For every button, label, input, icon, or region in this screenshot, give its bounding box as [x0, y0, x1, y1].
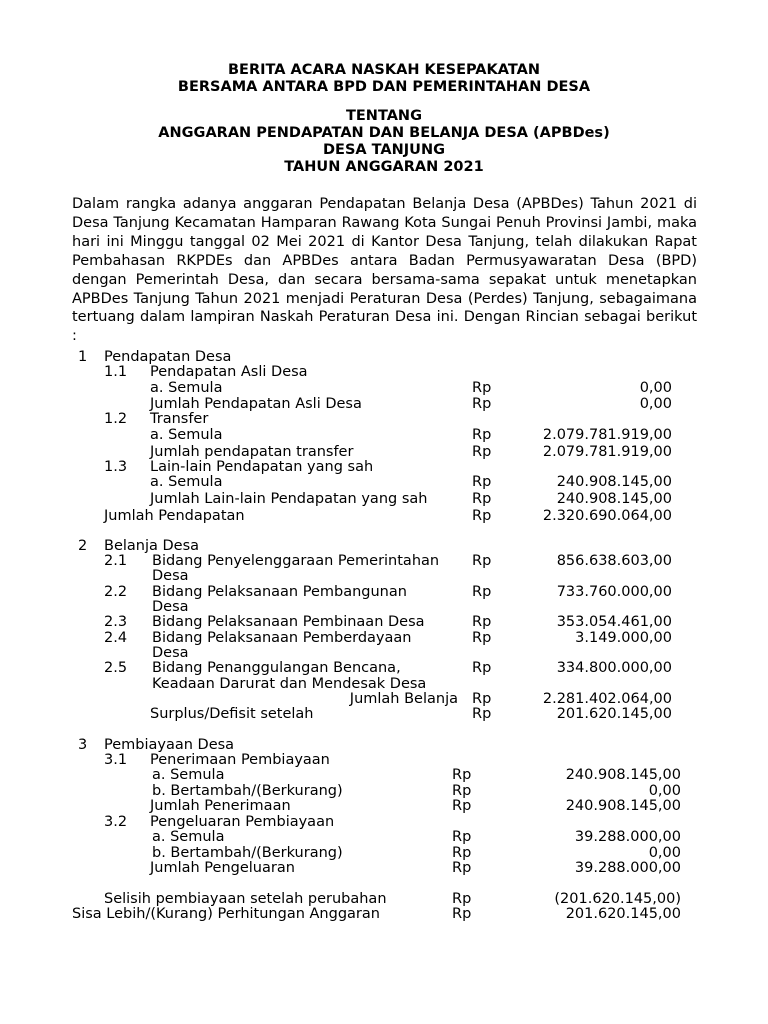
surplus-amount: 201.620.145,00: [556, 706, 672, 722]
currency: Rp: [452, 891, 472, 907]
row-label: Jumlah Pengeluaran: [150, 860, 295, 876]
subsection-number: 2.2: [104, 584, 128, 600]
title-line: BERITA ACARA NASKAH KESEPAKATAN: [228, 62, 540, 78]
section-title: Pendapatan Desa: [104, 349, 232, 365]
subsection-title: Transfer: [150, 411, 209, 427]
currency: Rp: [472, 444, 492, 460]
row-label: a. Semula: [150, 427, 223, 443]
currency: Rp: [452, 829, 472, 845]
amount: 334.800.000,00: [556, 660, 672, 676]
amount: 0,00: [648, 783, 681, 799]
amount: 3.149.000,00: [575, 630, 672, 646]
amount: 240.908.145,00: [565, 798, 681, 814]
section-number: 3: [78, 737, 88, 753]
document-subtitle: [0, 108, 768, 176]
total-amount: 2.281.402.064,00: [542, 691, 672, 707]
amount: 2.079.781.919,00: [542, 427, 672, 443]
currency: Rp: [472, 474, 492, 490]
currency: Rp: [472, 660, 492, 676]
total-label: Jumlah Belanja: [349, 691, 458, 707]
row-label: Keadaan Darurat dan Mendesak Desa: [152, 676, 427, 692]
amount: 856.638.603,00: [556, 553, 672, 569]
currency: Rp: [472, 614, 492, 630]
row-label: Desa: [152, 645, 189, 661]
currency: Rp: [472, 508, 492, 524]
row-label: Bidang Pelaksanaan Pembangunan: [152, 584, 407, 600]
currency: Rp: [472, 706, 492, 722]
row-label: Jumlah Penerimaan: [150, 798, 291, 814]
section-number: 2: [78, 538, 88, 554]
currency: Rp: [452, 783, 472, 799]
total-amount: 2.320.690.064,00: [542, 508, 672, 524]
amount: 240.908.145,00: [556, 491, 672, 507]
currency: Rp: [472, 427, 492, 443]
currency: Rp: [452, 798, 472, 814]
row-label: a. Semula: [150, 474, 223, 490]
currency: Rp: [472, 491, 492, 507]
row-label: Bidang Penanggulangan Bencana,: [152, 660, 401, 676]
section-number: 1: [78, 349, 88, 365]
currency: Rp: [452, 860, 472, 876]
subsection-number: 3.2: [104, 814, 128, 830]
amount: 240.908.145,00: [565, 767, 681, 783]
currency: Rp: [452, 767, 472, 783]
amount: 39.288.000,00: [574, 860, 681, 876]
sisa-label: Sisa Lebih/(Kurang) Perhitungan Anggaran: [72, 906, 380, 922]
total-label: Jumlah Pendapatan: [104, 508, 245, 524]
row-label: Desa: [152, 568, 189, 584]
row-label: Bidang Penyelenggaraan Pemerintahan: [152, 553, 440, 569]
subsection-number: 2.3: [104, 614, 128, 630]
row-label: Desa: [152, 599, 189, 615]
subsection-number: 1.1: [104, 364, 128, 380]
row-label: a. Semula: [152, 767, 225, 783]
subtitle-line: TAHUN ANGGARAN 2021: [284, 159, 484, 175]
amount: 0,00: [648, 845, 681, 861]
row-label: Bidang Pelaksanaan Pembinaan Desa: [152, 614, 425, 630]
subtitle-line: TENTANG: [346, 108, 422, 124]
row-label: Bidang Pelaksanaan Pemberdayaan: [152, 630, 412, 646]
currency: Rp: [452, 906, 472, 922]
subsection-number: 1.3: [104, 459, 128, 475]
subsection-number: 2.1: [104, 553, 128, 569]
amount: 353.054.461,00: [556, 614, 672, 630]
subsection-number: 2.5: [104, 660, 128, 676]
subsection-number: 1.2: [104, 411, 128, 427]
row-label: Jumlah pendapatan transfer: [150, 444, 354, 460]
row-label: Jumlah Pendapatan Asli Desa: [150, 396, 362, 412]
currency: Rp: [472, 584, 492, 600]
subsection-title: Penerimaan Pembiayaan: [150, 752, 330, 768]
subsection-number: 2.4: [104, 630, 128, 646]
intro-paragraph: Dalam rangka adanya anggaran Pendapatan Belanja Desa (APBDes) Tahun 2021 di Desa Tanjung Kecamatan Hamparan Rawang Kota Sungai Penuh Provinsi Jambi, maka hari ini Minggu tanggal 02 Mei 2021 di Kantor Desa Tanjung, telah dilakukan Rapat Pembahasan RKPDEs dan APBDes antara Badan Permusyawaratan Desa (BPD) dengan Pemerintah Desa, dan secara bersama-sama sepakat untuk menetapkan APBDes Tanjung Tahun 2021 menjadi Peraturan Desa (Perdes) Tanjung, sebagaimana tertuang dalam lampiran Naskah Peraturan Desa ini. Dengan Rincian sebagai berikut :: [72, 196, 697, 345]
selisih-label: Selisih pembiayaan setelah perubahan: [104, 891, 387, 907]
currency: Rp: [472, 691, 492, 707]
amount: 39.288.000,00: [574, 829, 681, 845]
subsection-title: Pendapatan Asli Desa: [150, 364, 308, 380]
amount: 240.908.145,00: [556, 474, 672, 490]
subsection-title: Pengeluaran Pembiayaan: [150, 814, 335, 830]
subtitle-line: ANGGARAN PENDAPATAN DAN BELANJA DESA (APBDes): [158, 125, 610, 141]
sisa-amount: 201.620.145,00: [565, 906, 681, 922]
row-label: b. Bertambah/(Berkurang): [152, 783, 343, 799]
row-label: a. Semula: [150, 380, 223, 396]
selisih-amount: (201.620.145,00): [554, 891, 681, 907]
row-label: b. Bertambah/(Berkurang): [152, 845, 343, 861]
currency: Rp: [472, 380, 492, 396]
subsection-number: 3.1: [104, 752, 128, 768]
subtitle-line: DESA TANJUNG: [323, 142, 445, 158]
amount: 0,00: [639, 380, 672, 396]
row-label: Jumlah Lain-lain Pendapatan yang sah: [150, 491, 428, 507]
section-title: Belanja Desa: [104, 538, 200, 554]
currency: Rp: [472, 630, 492, 646]
currency: Rp: [452, 845, 472, 861]
title-line: BERSAMA ANTARA BPD DAN PEMERINTAHAN DESA: [177, 79, 591, 95]
amount: 2.079.781.919,00: [542, 444, 672, 460]
document-title: [0, 62, 768, 96]
section-title: Pembiayaan Desa: [104, 737, 235, 753]
currency: Rp: [472, 553, 492, 569]
row-label: a. Semula: [152, 829, 225, 845]
amount: 0,00: [639, 396, 672, 412]
currency: Rp: [472, 396, 492, 412]
subsection-title: Lain-lain Pendapatan yang sah: [150, 459, 374, 475]
amount: 733.760.000,00: [556, 584, 672, 600]
surplus-label: Surplus/Defisit setelah: [150, 706, 314, 722]
